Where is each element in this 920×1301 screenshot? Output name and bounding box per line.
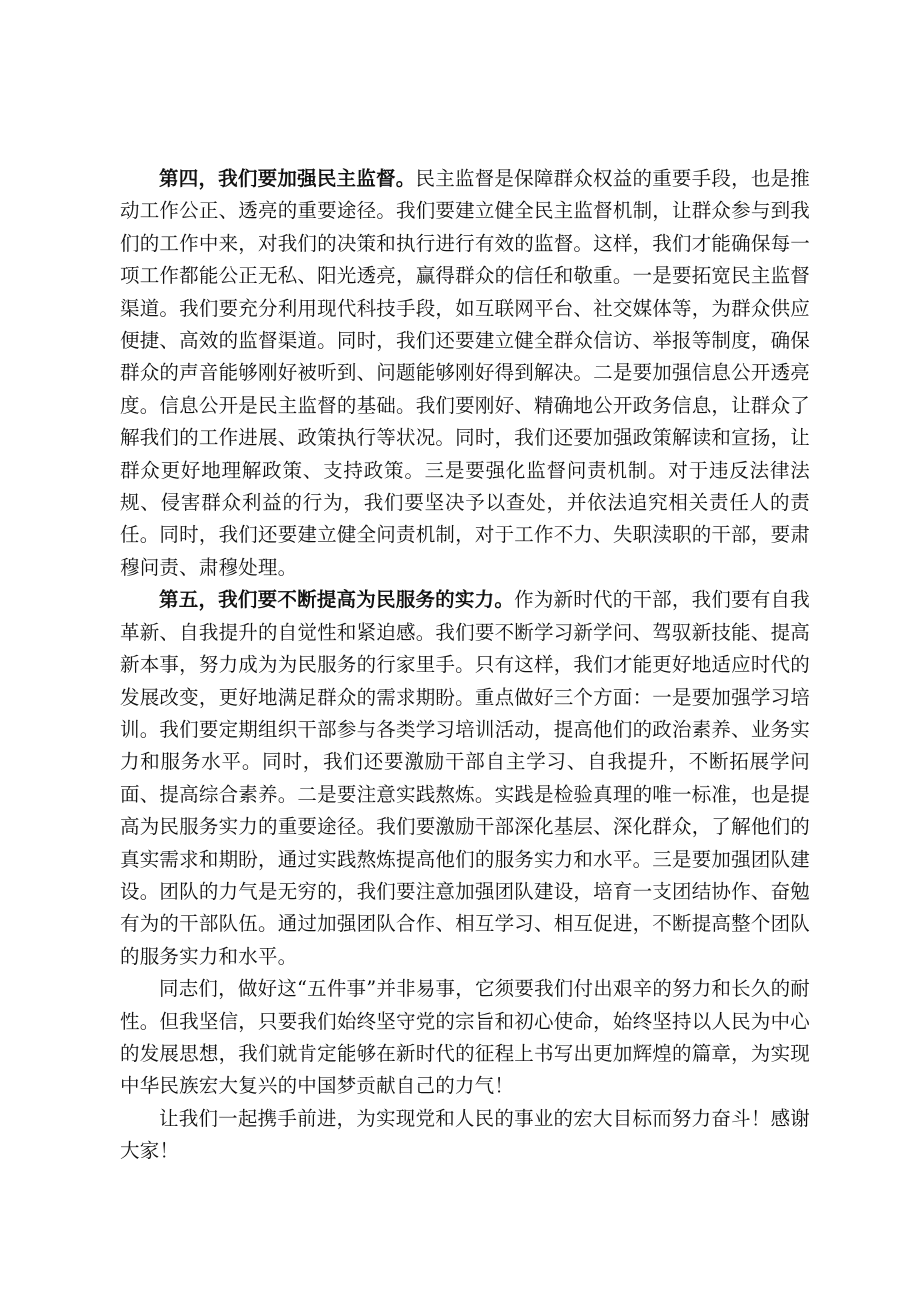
paragraph-democratic-supervision: [120, 163, 810, 584]
paragraph-text: 作为新时代的干部，我们要有自我革新、自我提升的自觉性和紧迫感。我们要不断学习新学问、驾驭新技能、提高新本事，努力成为为民服务的行家里手。只有这样，我们才能更好地适应时代的发展改变，更好地满足群众的需求期盼。重点做好三个方面：一是要加强学习培训。我们要定期组织干部参与各类学习培训活动，提高他们的政治素养、业务实力和服务水平。同时，我们还要激励干部自主学习、自我提升，不断拓展学问面、提高综合素养。二是要注意实践熬炼。实践是检验真理的唯一标准，也是提高为民服务实力的重要途径。我们要激励干部深化基层、深化群众，了解他们的真实需求和期盼，通过实践熬炼提高他们的服务实力和水平。三是要加强团队建设。团队的力气是无穷的，我们要注意加强团队建设，培育一支团结协作、奋勉有为的干部队伍。通过加强团队合作、相互学习、相互促进，不断提高整个团队的服务实力和水平。: [120, 588, 810, 968]
paragraph-text: 同志们，做好这“五件事”并非易事，它须要我们付出艰辛的努力和长久的耐性。但我坚信，只要我们始终坚守党的宗旨和初心使命，始终坚持以人民为中心的发展思想，我们就肯定能够在新时代的征程上书写出更加辉煌的篇章，为实现中华民族宏大复兴的中国梦贡献自己的力气！: [120, 977, 810, 1098]
paragraph-service-ability: [120, 584, 810, 973]
paragraph-text: 让我们一起携手前进，为实现党和人民的事业的宏大目标而努力奋斗！感谢大家！: [120, 1106, 810, 1163]
paragraph-comrades-closing: [120, 973, 810, 1103]
document-page: [120, 163, 810, 1168]
paragraph-lead: 第四，我们要加强民主监督。: [159, 167, 416, 190]
paragraph-final-thanks: [120, 1103, 810, 1168]
paragraph-lead: 第五，我们要不断提高为民服务的实力。: [159, 588, 515, 612]
paragraph-text: 民主监督是保障群众权益的重要手段，也是推动工作公正、透亮的重要途径。我们要建立健全民主监督机制，让群众参与到我们的工作中来，对我们的决策和执行进行有效的监督。这样，我们才能确保每一项工作都能公正无私、阳光透亮，赢得群众的信任和敬重。一是要拓宽民主监督渠道。我们要充分利用现代科技手段，如互联网平台、社交媒体等，为群众供应便捷、高效的监督渠道。同时，我们还要建立健全群众信访、举报等制度，确保群众的声音能够刚好被听到、问题能够刚好得到解决。二是要加强信息公开透亮度。信息公开是民主监督的基础。我们要刚好、精确地公开政务信息，让群众了解我们的工作进展、政策执行等状况。同时，我们还要加强政策解读和宣扬，让群众更好地理解政策、支持政策。三是要强化监督问责机制。对于违反法律法规、侵害群众利益的行为，我们要坚决予以查处，并依法追究相关责任人的责任。同时，我们还要建立健全问责机制，对于工作不力、失职渎职的干部，要肃穆问责、肃穆处理。: [120, 167, 810, 579]
